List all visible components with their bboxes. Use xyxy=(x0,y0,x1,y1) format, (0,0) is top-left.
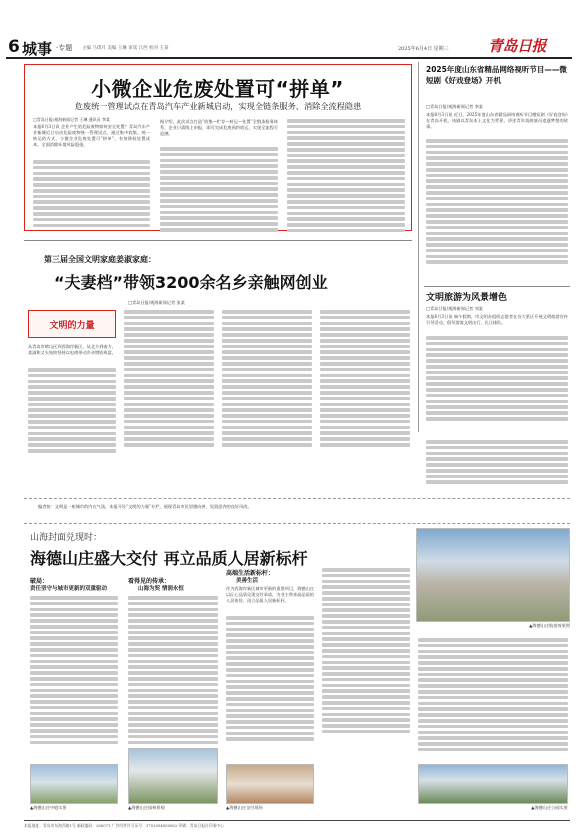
housing-photo-courtyard xyxy=(30,764,118,804)
right-top-body: 本报6月3日讯 近日，2025年度山东省精品网络视听节目微短剧《好戏登场》在青岛开机，该剧以青岛本土文化为背景，讲述青年戏曲演员追逐梦想的故事。 xyxy=(426,112,568,129)
housing-feature xyxy=(24,528,570,818)
caption-handover: ▲海德山庄交付现场 xyxy=(226,805,263,810)
housing-col1-title: 破局： xyxy=(30,578,49,585)
footer-text: 本报地址：青岛市东海西路1号 邮政编码：266071 广告经营许可证号：3702004000062 印刷：青岛日报社印务中心 xyxy=(24,823,225,828)
caption-garden: ▲海德山庄园林景观 xyxy=(128,805,165,810)
housing-aerial-photo xyxy=(416,528,570,622)
caption-courtyard: ▲海德山庄中庭实景 xyxy=(30,805,67,810)
housing-col2-sub: 山海为契 情润永恒 xyxy=(138,586,184,592)
right-top-byline: □青岛日报/观海新闻记者 李某 xyxy=(426,104,483,109)
volunteer-kicker: 第三届全国文明家庭姜淑家庭： xyxy=(44,254,156,264)
page-number: 6 xyxy=(8,37,20,57)
civilization-box xyxy=(28,310,116,338)
right-mid-byline: □青岛日报/观海新闻记者 刘某 xyxy=(426,306,483,311)
lead-paragraph-1: 本报6月3日讯 企业产生的危险废物如何安全处置？青岛汽车产业新城近日启动危险废物统一管理试点，通过集中收集、统一转运的方式，小微企业危废处置可“拼单”，有效降低处置成本，全面消除环境风险隐患。 xyxy=(33,124,150,147)
caption-aerial: ▲海德山庄航拍效果图 xyxy=(529,623,570,628)
housing-photo-handover xyxy=(226,764,314,804)
lead-byline: □青岛日报/观海新闻记者 王琳 通讯员 李某 xyxy=(33,117,110,122)
page-header xyxy=(6,34,572,56)
lead-subtitle: 危废统一管理试点在青岛汽车产业新城启动，实现全链条服务、消除全流程隐患 xyxy=(74,101,362,111)
volunteer-story xyxy=(24,244,412,494)
housing-col1-sub: 责任坚守与城市更新的双重驱动 xyxy=(30,586,108,592)
right-top-story xyxy=(424,64,570,274)
section-sub: ·专题 xyxy=(56,44,73,52)
issue-date: 2025年6月4日 星期三 xyxy=(398,46,449,52)
housing-photo-park xyxy=(418,764,568,804)
editor-note-text: 编者按：文明是一座城市的内在气质，本报开设“文明的力量”专栏，展现青岛市民崇德向善、见贤思齐的良好风尚。 xyxy=(38,504,252,509)
housing-col2-title: 看得见的传承： xyxy=(128,578,171,585)
right-mid-body: 本报6月3日讯 端午假期，市文明办组织志愿者在各大景区开展文明旅游宣传引导活动，倡导游客文明出行、礼让排队。 xyxy=(426,314,568,325)
lead-story xyxy=(24,64,412,231)
civilization-box-label: 文明的力量 xyxy=(49,321,95,331)
section-name: 城事 xyxy=(22,40,53,58)
housing-body: 作为西海岸新区城市更新的重要项目，海德山庄以匠心品质兑现交付承诺，为业主带来高品质的人居体验，再立品质人居新标杆。 xyxy=(226,586,314,603)
volunteer-byline: □青岛日报/观海新闻记者 张某 xyxy=(128,300,185,305)
lead-paragraph-2: 据介绍，此次试点打造“收集—贮存—转运—处置”全链条服务体系，企业只需线上申报，即可完成危废预约收运，实现全流程可追溯。 xyxy=(160,119,278,136)
housing-title: 海德山庄盛大交付 再立品质人居新标杆 xyxy=(30,549,308,568)
volunteer-body: 从青岛市崂山区到西海岸新区，从北方到南方，姜淑和丈夫始终坚持以电商带动乡亲增收致富。 xyxy=(28,344,116,355)
right-lower-story xyxy=(424,440,570,494)
right-mid-story xyxy=(424,290,570,432)
editor-line: 主编 马琪月 美编 王琳 审读 江西 校对 王某 xyxy=(82,46,169,51)
newspaper-logo: 青岛日报 xyxy=(488,37,547,55)
caption-park: ▲海德山庄公园实景 xyxy=(531,805,568,810)
housing-col3-title: 高端生活新标杆： xyxy=(226,570,275,577)
lead-title: 小微企业危废处置可“拼单” xyxy=(91,77,344,101)
housing-photo-garden xyxy=(128,748,218,804)
housing-kicker: 山海封面兑现时： xyxy=(30,533,103,543)
volunteer-title: “夫妻档”带领3200余名乡亲触网创业 xyxy=(54,273,328,292)
editor-note xyxy=(24,498,570,524)
housing-col3-sub: 美善生活 xyxy=(236,578,259,584)
right-top-title: 2025年度山东省精品网络视听节目——微短剧《好戏登场》开机 xyxy=(426,65,567,85)
right-mid-title: 文明旅游为风景增色 xyxy=(426,293,508,303)
